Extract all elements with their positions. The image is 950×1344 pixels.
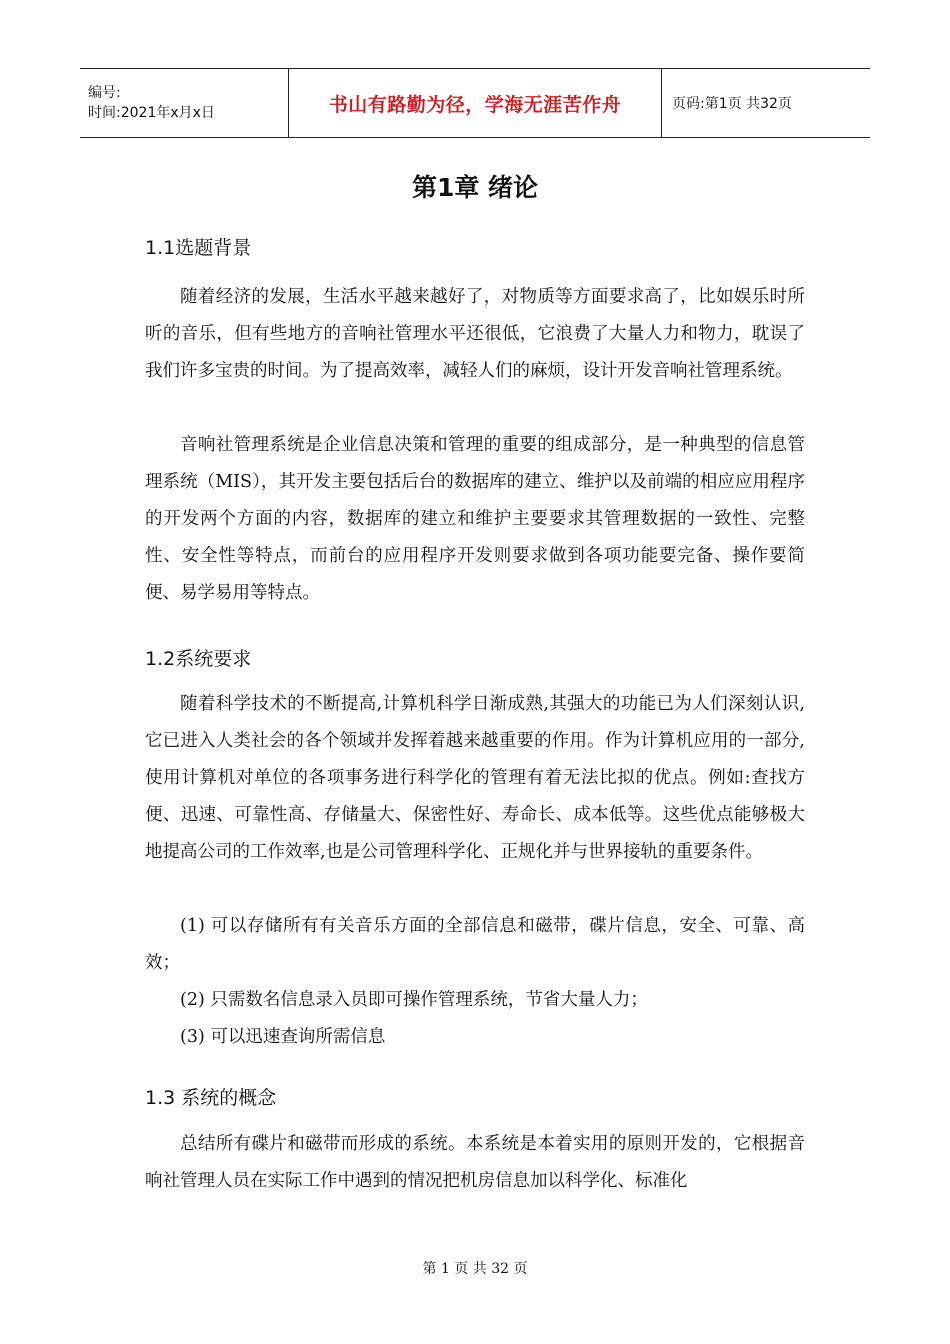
header-page-cell (662, 69, 870, 137)
header-motto: 书山有路勤为径，学海无涯苦作舟 (328, 93, 622, 116)
page-footer: 第 1 页 共 32 页 (422, 1261, 528, 1277)
section-1-1-paragraph-2: 音响社管理系统是企业信息决策和管理的重要的组成部分，是一种典型的信息管理系统（MIS），其开发主要包括后台的数据库的建立、维护以及前端的相应应用程序的开发两个方面的内容，数据库的建立和维护主要要求其管理数据的一致性、完整性、安全性等特点，而前台的应用程序开发则要求做到各项功能要完备、操作要简便、易学易用等特点。 (145, 435, 805, 603)
section-heading-1-3: 1.3 系统的概念 (145, 1087, 277, 1109)
page-header (80, 68, 870, 138)
section-1-2-paragraph-1: 随着科学技术的不断提高,计算机科学日渐成熟,其强大的功能已为人们深刻认识,它已进入人类社会的各个领域并发挥着越来越重要的作用。作为计算机应用的一部分,使用计算机对单位的各项事务进行科学化的管理有着无法比拟的优点。例如:查找方便、迅速、可靠性高、存储量大、保密性好、寿命长、成本低等。这些优点能够极大地提高公司的工作效率,也是公司管理科学化、正规化并与世界接轨的重要条件。 (145, 694, 805, 862)
chapter-title: 第1章 绪论 (411, 173, 539, 202)
section-heading-1-1: 1.1选题背景 (145, 237, 252, 259)
section-heading-1-2: 1.2系统要求 (145, 648, 252, 670)
list-item: (1) 可以存储所有有关音乐方面的全部信息和磁带，碟片信息，安全、可靠、高效； (145, 916, 805, 973)
list-item: (3) 可以迅速查询所需信息 (180, 1027, 386, 1047)
section-1-3-paragraph-1: 总结所有碟片和磁带而形成的系统。本系统是本着实用的原则开发的，它根据音响社管理人员在实际工作中遇到的情况把机房信息加以科学化、标准化 (145, 1134, 805, 1191)
header-left-cell (80, 69, 288, 137)
header-motto-cell (288, 69, 662, 137)
header-page-info: 页码:第1页 共32页 (672, 96, 792, 112)
list-item: (2) 只需数名信息录入员即可操作管理系统，节省大量人力； (180, 990, 648, 1010)
document-date-label: 时间:2021年x月x日 (88, 105, 215, 121)
section-1-1-paragraph-1: 随着经济的发展，生活水平越来越好了，对物质等方面要求高了，比如娱乐时所听的音乐，但有些地方的音响社管理水平还很低，它浪费了大量人力和物力，耽误了我们许多宝贵的时间。为了提高效率，减轻人们的麻烦，设计开发音响社管理系统。 (145, 287, 805, 381)
document-number-label: 编号: (88, 85, 121, 101)
